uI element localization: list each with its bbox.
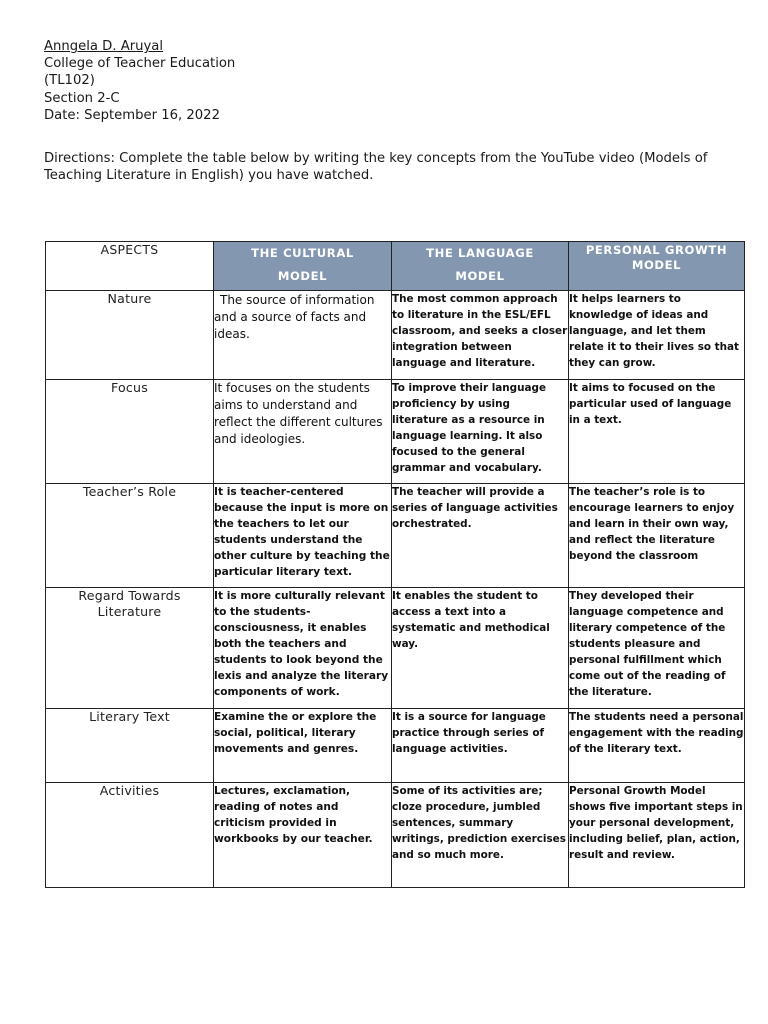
language-cell: It is a source for language practice through series of language activities. xyxy=(392,709,569,783)
header-language-model xyxy=(392,242,569,291)
header-cultural-model xyxy=(214,242,392,291)
language-cell: Some of its activities are; cloze procedure, jumbled sentences, summary writings, prediction exercises and so much more. xyxy=(392,783,569,888)
language-cell: The teacher will provide a series of language activities orchestrated. xyxy=(392,484,569,588)
language-cell: To improve their language proficiency by using literature as a resource in language learning. It also focused to the general grammar and vocabulary. xyxy=(392,380,569,484)
cell-text: The source of information and a source of facts and ideas. xyxy=(214,293,375,341)
aspect-label: Focus xyxy=(46,380,214,484)
table-row xyxy=(46,783,745,888)
header-aspects: ASPECTS xyxy=(46,242,214,291)
header-personal-growth-model xyxy=(569,242,745,291)
cultural-cell: It is teacher-centered because the input is more on the teachers to let our students understand the other culture by teaching the particular literary text. xyxy=(214,484,392,588)
date: Date: September 16, 2022 xyxy=(44,107,220,123)
models-table xyxy=(45,241,745,888)
aspect-label: Nature xyxy=(46,291,214,380)
aspect-label: Activities xyxy=(46,783,214,888)
personal-cell: Personal Growth Model shows five important steps in your personal development, including belief, plan, action, result and review. xyxy=(569,783,745,888)
table-row xyxy=(46,291,745,380)
section: Section 2-C xyxy=(44,90,120,106)
student-info xyxy=(44,38,235,124)
language-cell: The most common approach to literature in the ESL/EFL classroom, and seeks a closer integration between language and literature. xyxy=(392,291,569,380)
aspect-label: Regard Towards Literature xyxy=(46,588,214,709)
personal-cell: It aims to focused on the particular used of language in a text. xyxy=(569,380,745,484)
cultural-cell xyxy=(214,291,392,380)
table-row xyxy=(46,380,745,484)
cultural-cell: Lectures, exclamation, reading of notes and criticism provided in workbooks by our teacher. xyxy=(214,783,392,888)
student-name: Anngela D. Aruyal xyxy=(44,39,164,54)
personal-cell: They developed their language competence and literary competence of the students pleasure and personal fulfillment which come out of the reading of the literature. xyxy=(569,588,745,709)
header-personal-label: PERSONAL GROWTH MODEL xyxy=(585,243,728,272)
table-row xyxy=(46,588,745,709)
personal-cell: It helps learners to knowledge of ideas and language, and let them relate it to their lives so that they can grow. xyxy=(569,291,745,380)
aspect-label: Teacher’s Role xyxy=(46,484,214,588)
table-header-row xyxy=(46,242,745,291)
cultural-cell: Examine the or explore the social, political, literary movements and genres. xyxy=(214,709,392,783)
directions-text: Directions: Complete the table below by writing the key concepts from the YouTube video (Models of Teaching Literature in English) you have watched. xyxy=(44,151,708,184)
header-cultural-label: THE CULTURAL MODEL xyxy=(251,246,354,283)
personal-cell: The teacher’s role is to encourage learners to enjoy and learn in their own way, and reflect the literature beyond the classroom xyxy=(569,484,745,588)
course-code: (TL102) xyxy=(44,73,95,89)
language-cell: It enables the student to access a text into a systematic and methodical way. xyxy=(392,588,569,709)
cultural-cell: It is more culturally relevant to the students-consciousness, it enables both the teachers and students to look beyond the lexis and analyze the literary components of work. xyxy=(214,588,392,709)
table-row xyxy=(46,709,745,783)
college-name: College of Teacher Education xyxy=(44,56,236,72)
header-language-label: THE LANGUAGE MODEL xyxy=(426,246,534,283)
personal-cell: The students need a personal engagement with the reading of the literary text. xyxy=(569,709,745,783)
table-row xyxy=(46,484,745,588)
cultural-cell: It focuses on the students aims to understand and reflect the different cultures and ideologies. xyxy=(214,380,392,484)
aspect-label: Literary Text xyxy=(46,709,214,783)
